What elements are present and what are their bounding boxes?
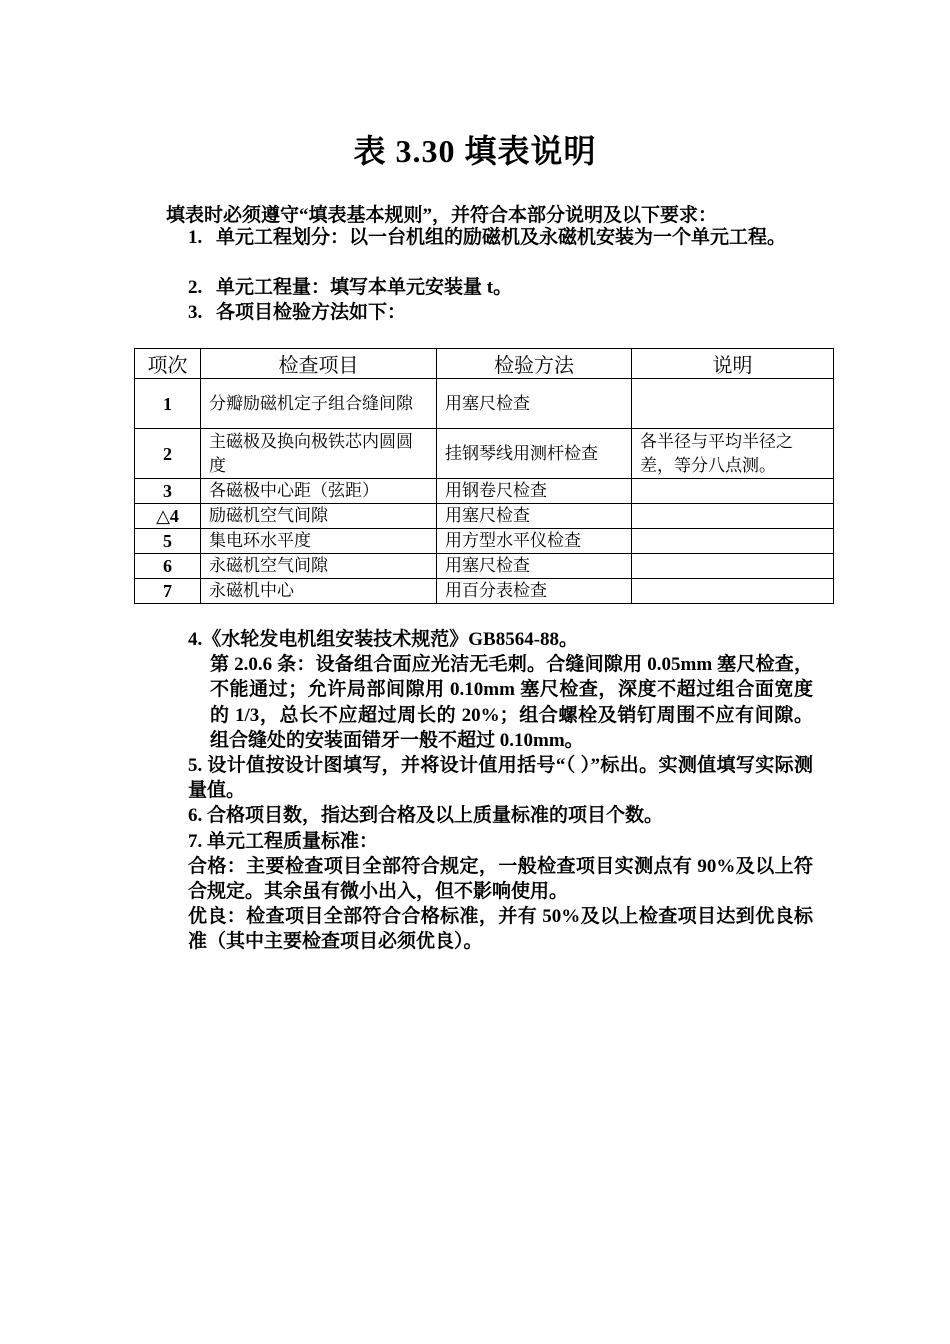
notes-section — [188, 627, 813, 955]
note-7-pass-standard: 合格：主要检查项目全部符合规定，一般检查项目实测点有 90%及以上符合规定。其余虽有微小出入，但不影响使用。 — [188, 855, 813, 903]
row-method: 用钢卷尺检查 — [437, 479, 632, 504]
requirement-item-1 — [188, 225, 828, 250]
requirement-number: 2. — [188, 277, 203, 298]
row-note — [632, 479, 834, 504]
row-index: 5 — [135, 529, 201, 554]
row-note — [632, 529, 834, 554]
row-check-item: 主磁极及换向极铁芯内圆圆度 — [201, 429, 437, 479]
row-method: 用塞尺检查 — [437, 504, 632, 529]
row-check-item: 励磁机空气间隙 — [201, 504, 437, 529]
table-row — [135, 554, 834, 579]
row-note — [632, 579, 834, 604]
requirement-item-3 — [188, 300, 828, 325]
row-index: 3 — [135, 479, 201, 504]
note-7-title: 7. 单元工程质量标准： — [188, 830, 379, 852]
note-7-excellent-standard: 优良：检查项目全部符合合格标准，并有 50%及以上检查项目达到优良标准（其中主要检查项目必须优良）。 — [188, 906, 813, 953]
row-index: △4 — [135, 504, 201, 529]
table-row — [135, 479, 834, 504]
table-header-row — [135, 349, 834, 379]
row-method: 用塞尺检查 — [437, 379, 632, 429]
requirement-item-2 — [188, 275, 828, 300]
row-check-item: 集电环水平度 — [201, 529, 437, 554]
row-method: 用百分表检查 — [437, 579, 632, 604]
row-index: 6 — [135, 554, 201, 579]
row-index: 7 — [135, 579, 201, 604]
page-title: 表 3.30 填表说明 — [353, 133, 597, 169]
requirement-text: 单元工程划分：以一台机组的励磁机及永磁机安装为一个单元工程。 — [216, 227, 787, 248]
header-note: 说明 — [632, 349, 834, 379]
note-5: 5. 设计值按设计图填写，并将设计值用括号“（ ）”标出。实测值填写实际测量值。 — [188, 755, 813, 802]
row-method: 用方型水平仪检查 — [437, 529, 632, 554]
table-row — [135, 379, 834, 429]
requirement-text: 单元工程量：填写本单元安装量 t。 — [216, 277, 513, 298]
row-method: 挂钢琴线用测杆检查 — [437, 429, 632, 479]
row-note: 各半径与平均半径之差，等分八点测。 — [632, 429, 834, 479]
note-4-body: 第 2.0.6 条：设备组合面应光洁无毛刺。合缝间隙用 0.05mm 塞尺检查，不能通过；允许局部间隙用 0.10mm 塞尺检查，深度不超过组合面宽度的 1/3，总长不应超过周长的 20%；组合螺栓及销钉周围不应有间隙。组合缝处的安装面错牙一般不超过 0.10mm。 — [210, 654, 813, 751]
table-row — [135, 504, 834, 529]
row-method: 用塞尺检查 — [437, 554, 632, 579]
header-index: 项次 — [135, 349, 201, 379]
row-check-item: 永磁机空气间隙 — [201, 554, 437, 579]
row-note — [632, 379, 834, 429]
requirement-number: 3. — [188, 302, 203, 323]
row-note — [632, 504, 834, 529]
row-index: 2 — [135, 429, 201, 479]
header-method: 检验方法 — [437, 349, 632, 379]
intro-text: 填表时必须遵守“填表基本规则”，并符合本部分说明及以下要求： — [166, 205, 718, 226]
row-check-item: 分瓣励磁机定子组合缝间隙 — [201, 379, 437, 429]
inspection-method-table — [134, 348, 834, 604]
requirement-number: 1. — [188, 227, 203, 248]
table-row — [135, 429, 834, 479]
table-row — [135, 529, 834, 554]
note-6: 6. 合格项目数，指达到合格及以上质量标准的项目个数。 — [188, 805, 664, 827]
row-index: 1 — [135, 379, 201, 429]
row-check-item: 永磁机中心 — [201, 579, 437, 604]
note-4-title: 4.《水轮发电机组安装技术规范》GB8564-88。 — [188, 629, 579, 650]
requirement-text: 各项目检验方法如下： — [216, 302, 407, 323]
header-check-item: 检查项目 — [201, 349, 437, 379]
row-check-item: 各磁极中心距（弦距） — [201, 479, 437, 504]
table-row — [135, 579, 834, 604]
row-note — [632, 554, 834, 579]
